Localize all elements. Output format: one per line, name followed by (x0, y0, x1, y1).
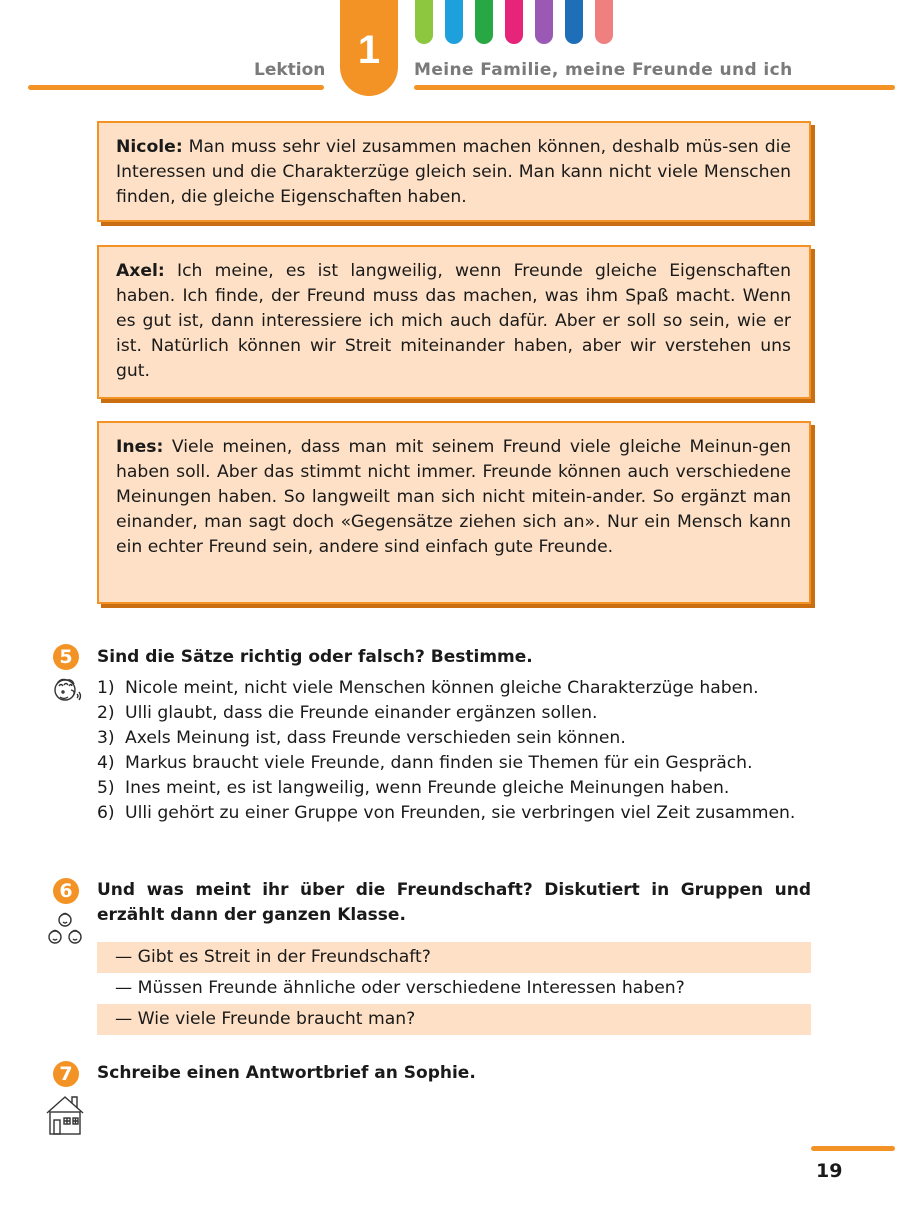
color-stripe (475, 0, 493, 44)
statement-list (97, 676, 811, 826)
quote-speaker: Nicole: (116, 137, 183, 157)
quote-speaker: Ines: (116, 437, 164, 457)
task-number-5: 5 (53, 644, 79, 670)
color-stripe (415, 0, 433, 44)
quote-speaker: Axel: (116, 261, 165, 281)
list-item (97, 676, 811, 701)
header-rule-left (28, 85, 324, 90)
item-text: Ulli gehört zu einer Gruppe von Freunden, sie verbringen viel Zeit zusammen. (125, 803, 796, 823)
color-stripe (505, 0, 523, 44)
list-item (97, 726, 811, 751)
quote-box-nicole (97, 121, 811, 222)
house-homework-icon (44, 1093, 86, 1137)
list-item (97, 776, 811, 801)
item-number: 1) (97, 678, 115, 698)
chapter-title: Meine Familie, meine Freunde und ich (414, 60, 793, 80)
quote-text: Ich meine, es ist langweilig, wenn Freunde gleiche Eigenschaften haben. Ich finde, der Freund muss das machen, was ihm Spaß macht. Wenn es gut ist, dann interessiere ich mich auch dafür. Aber er soll so sein, wie er ist. Natürlich können wir Streit miteinander haben, aber wir verstehen uns gut. (116, 261, 791, 381)
item-text: Nicole meint, nicht viele Menschen können gleiche Charakterzüge haben. (125, 678, 759, 698)
item-number: 6) (97, 803, 115, 823)
task-number-6: 6 (53, 878, 79, 904)
item-number: 2) (97, 703, 115, 723)
discussion-prompt: — Müssen Freunde ähnliche oder verschiedene Interessen haben? (115, 978, 685, 998)
item-number: 5) (97, 778, 115, 798)
color-stripe (445, 0, 463, 44)
group-talk-icon (44, 910, 86, 948)
item-number: 4) (97, 753, 115, 773)
task-5-instruction: Sind die Sätze richtig oder falsch? Bestimme. (97, 647, 533, 667)
item-text: Markus braucht viele Freunde, dann finden sie Themen für ein Gespräch. (125, 753, 753, 773)
item-number: 3) (97, 728, 115, 748)
lesson-number-tab: 1 (340, 0, 398, 96)
task-7-instruction: Schreibe einen Antwortbrief an Sophie. (97, 1063, 476, 1083)
quote-text: Man muss sehr viel zusammen machen können, deshalb müs-sen die Interessen und die Charakterzüge gleich sein. Man kann nicht viele Menschen finden, die gleiche Eigenschaften haben. (116, 137, 791, 207)
task-number-7: 7 (53, 1061, 79, 1087)
color-stripe (535, 0, 553, 44)
list-item (97, 701, 811, 726)
footer-rule (811, 1146, 895, 1151)
item-text: Ines meint, es ist langweilig, wenn Freunde gleiche Meinungen haben. (125, 778, 730, 798)
quote-box-ines (97, 421, 811, 604)
quote-box-axel (97, 245, 811, 399)
color-stripe (595, 0, 613, 44)
list-item (97, 801, 811, 826)
item-text: Ulli glaubt, dass die Freunde einander ergänzen sollen. (125, 703, 598, 723)
header-rule-right (414, 85, 895, 90)
item-text: Axels Meinung ist, dass Freunde verschieden sein können. (125, 728, 626, 748)
quote-text: Viele meinen, dass man mit seinem Freund viele gleiche Meinun-gen haben soll. Aber das stimmt nicht immer. Freunde können auch verschiedene Meinungen haben. So langweilt man sich nicht mitein-ander. So ergänzt man einander, man sagt doch «Gegensätze ziehen sich an». Nur ein Mensch kann ein echter Freund sein, andere sind einfach gute Freunde. (116, 437, 791, 557)
list-item (97, 751, 811, 776)
lesson-label: Lektion (254, 60, 326, 80)
page-number: 19 (816, 1160, 843, 1182)
discussion-prompt: — Wie viele Freunde braucht man? (97, 1004, 811, 1035)
discussion-prompt: — Gibt es Streit in der Freundschaft? (97, 942, 811, 973)
task-6-instruction: Und was meint ihr über die Freundschaft? Diskutiert in Gruppen und erzählt dann der ganzen Klasse. (97, 880, 811, 925)
listening-head-icon (50, 676, 84, 706)
color-stripe (565, 0, 583, 44)
